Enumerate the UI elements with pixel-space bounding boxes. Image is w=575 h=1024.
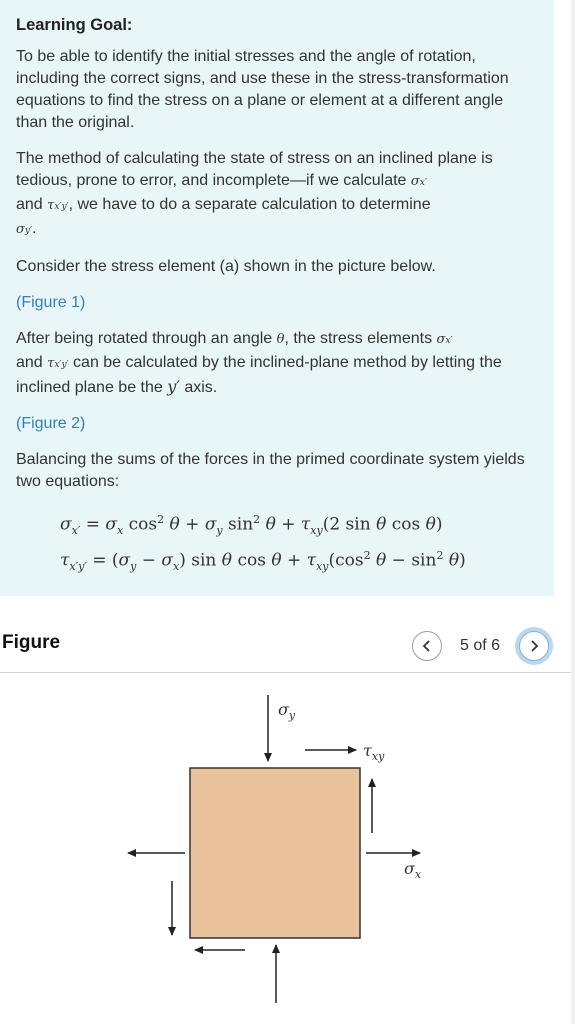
sigma-x-prime-symbol: σx′ [410, 174, 427, 189]
p4-text-e: axis. [179, 379, 218, 396]
goal-paragraph-4 [16, 328, 538, 399]
figure-2-link-row [16, 413, 538, 435]
transformation-equations [60, 507, 538, 579]
sigma-x-label: $\sigma_x$ [404, 859, 422, 881]
previous-figure-button[interactable] [412, 631, 442, 661]
stress-element-diagram [0, 673, 575, 1024]
tau-xy-prime-equation: $\tau_{x'y'} = (\sigma_y - \sigma_x)$ sin θ $\cos \theta + \tau_{xy}(\cos^2$ $\theta - \sin^2 \theta$) [60, 549, 466, 574]
p2-text-c: , we have to do a separate calculation to determine [68, 196, 431, 213]
p4-text-c: and [16, 354, 48, 371]
p2-text-b: and [16, 196, 48, 213]
figure-header [0, 620, 575, 670]
chevron-left-icon [421, 639, 433, 653]
figure-counter: 5 of 6 [460, 637, 501, 654]
next-figure-button[interactable] [519, 631, 549, 661]
stress-element-square [190, 768, 360, 938]
goal-paragraph-2: The method of calculating the state of stress on an inclined plane is tedious, prone to error, and incomplete—if we calculate σx′ and τx′y′, we have to do a separate calculation to determine σy′. [16, 150, 493, 237]
chevron-right-icon [528, 639, 540, 653]
goal-paragraph-3: Consider the stress element (a) shown in the picture below. [16, 258, 436, 275]
tau-xy-prime-symbol: τx′y′ [47, 198, 69, 213]
goal-paragraph-5: Balancing the sums of the forces in the primed coordinate system yields two equations: [16, 451, 525, 490]
figure-2-link[interactable]: (Figure 2) [16, 415, 86, 432]
theta-symbol: θ [276, 332, 285, 347]
figure-1-link-row [16, 292, 538, 314]
tau-xy-label: $\tau_{xy}$ [363, 741, 385, 763]
p4-text-d: can be calculated by the inclined-plane method by letting the inclined plane be the [16, 354, 502, 396]
figure-1-link[interactable]: (Figure 1) [16, 294, 86, 311]
sigma-x-prime-equation: $\sigma_{x'} = \sigma_x$ $\cos^2 \theta + \sigma_y$ $\sin^2 \theta + \tau_{xy}(2$ sin θ cos θ) [60, 513, 443, 538]
sigma-y-label: $\sigma_y$ [278, 700, 296, 722]
sigma-y-prime-symbol: σy′ [16, 222, 33, 237]
learning-goal-heading: Learning Goal: [16, 16, 133, 34]
p4-text-b: , the stress elements [284, 330, 437, 347]
figure-title: Figure [2, 632, 61, 653]
tau-xy-prime-symbol-2: τx′y′ [47, 356, 69, 371]
goal-paragraph-1: To be able to identify the initial stresses and the angle of rotation, including the correct signs, and use these in the stress-transformation equations to find the stress on a plane or element at a different angle than the original. [16, 48, 509, 131]
p2-text-a: The method of calculating the state of stress on an inclined plane is tedious, prone to error, and incomplete—if we calculate [16, 150, 493, 189]
page-scrollbar[interactable] [571, 0, 575, 1024]
learning-goal-content [16, 16, 538, 579]
y-prime-symbol: y′ [167, 377, 180, 396]
sigma-x-prime-symbol-2: σx′ [436, 332, 453, 347]
p4-text-a: After being rotated through an angle [16, 330, 277, 347]
